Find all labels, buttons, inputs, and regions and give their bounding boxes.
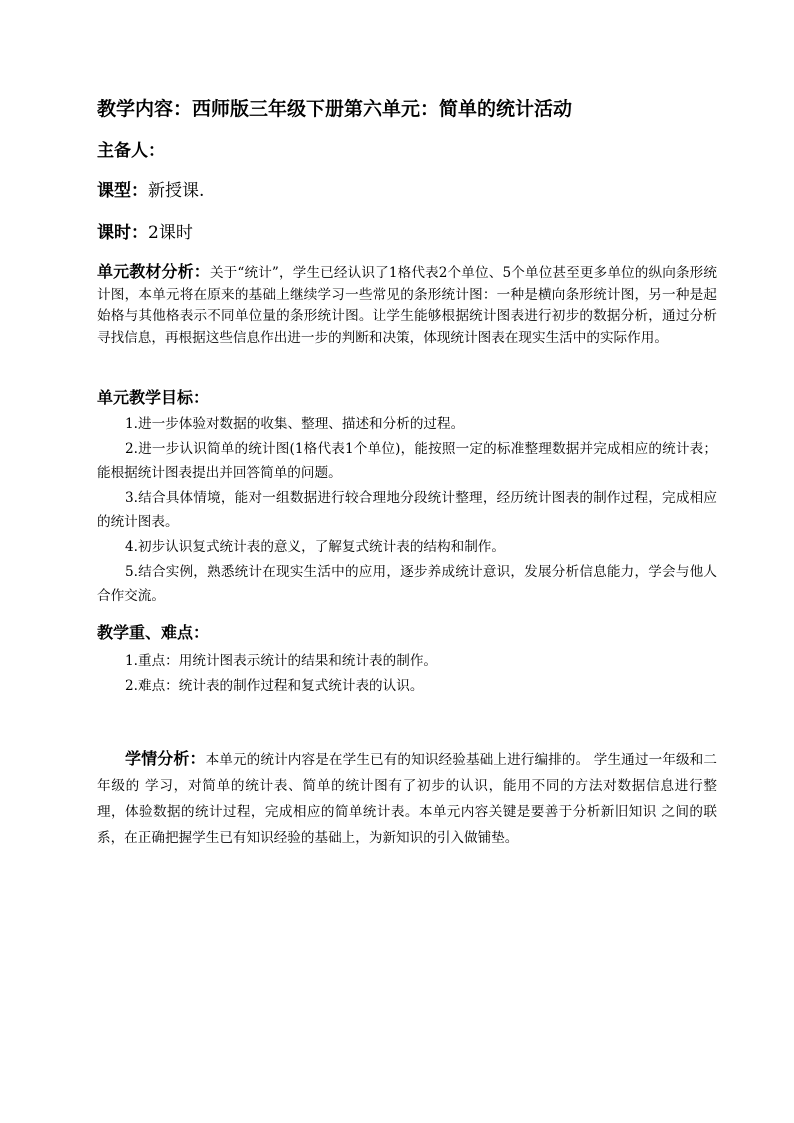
- material-analysis-paragraph: [97, 261, 717, 349]
- key-points-list: [97, 649, 717, 698]
- learner-analysis-paragraph: [97, 746, 717, 851]
- lesson-type-field: [97, 176, 204, 201]
- list-item: 2.进一步认识简单的统计图(1格代表1个单位)，能按照一定的标准整理数据并完成相应的统计表；能根据统计图表提出并回答简单的问题。: [97, 440, 717, 482]
- list-item: 2.难点：统计表的制作过程和复式统计表的认识。: [125, 677, 424, 694]
- lesson-hours-value: 2课时: [148, 223, 193, 243]
- list-item: 1.进一步体验对数据的收集、整理、描述和分析的过程。: [125, 416, 465, 432]
- page-title: 教学内容：西师版三年级下册第六单元：简单的统计活动: [97, 98, 573, 120]
- lesson-type-label: 课型：: [97, 181, 148, 201]
- learner-analysis-label: 学情分析：: [125, 749, 206, 768]
- preparer-label: 主备人：: [97, 141, 165, 161]
- material-analysis-label: 单元教材分析：: [97, 262, 210, 281]
- lesson-hours-label: 课时：: [97, 223, 148, 243]
- preparer-field: [97, 136, 165, 161]
- learner-analysis-text: 本单元的统计内容是在学生已有的知识经验基础上进行编排的。 学生通过一年级和二年级的 学习，对简单的统计表、简单的统计图有了初步的认识，能用不同的方法对数据信息进行整 理，体验数据的统计过程，完成相应的简单统计表。本单元内容关键是要善于分析新旧知识 之间的联系，在正确把握学生已有知识经验的基础上，为新知识的引入做铺垫。: [97, 752, 717, 846]
- lesson-type-value: 新授课.: [148, 181, 205, 201]
- list-item: 5.结合实例，熟悉统计在现实生活中的应用，逐步养成统计意识，发展分析信息能力，学会与他人合作交流。: [97, 563, 717, 605]
- objectives-list: [97, 412, 717, 609]
- key-points-heading: 教学重、难点：: [97, 623, 210, 642]
- list-item: 4.初步认识复式统计表的意义，了解复式统计表的结构和制作。: [125, 538, 505, 555]
- material-analysis-text: 关于“统计”，学生已经认识了1格代表2个单位、5个单位甚至更多单位的纵向条形统计图，本单元将在原来的基础上继续学习一些常见的条形统计图：一种是横向条形统计图，另一种是起始格与其他格表示不同单位量的条形统计图。让学生能够根据统计图表进行初步的数据分析，通过分析寻找信息，再根据这些信息作出进一步的判断和决策，体现统计图表在现实生活中的实际作用。: [97, 265, 717, 346]
- list-item: 1.重点：用统计图表示统计的结果和统计表的制作。: [125, 653, 438, 669]
- objectives-heading: 单元教学目标：: [97, 388, 210, 407]
- lesson-hours-field: [97, 218, 193, 243]
- list-item: 3.结合具体情境，能对一组数据进行较合理地分段统计整理，经历统计图表的制作过程，完成相应的统计图表。: [97, 489, 717, 531]
